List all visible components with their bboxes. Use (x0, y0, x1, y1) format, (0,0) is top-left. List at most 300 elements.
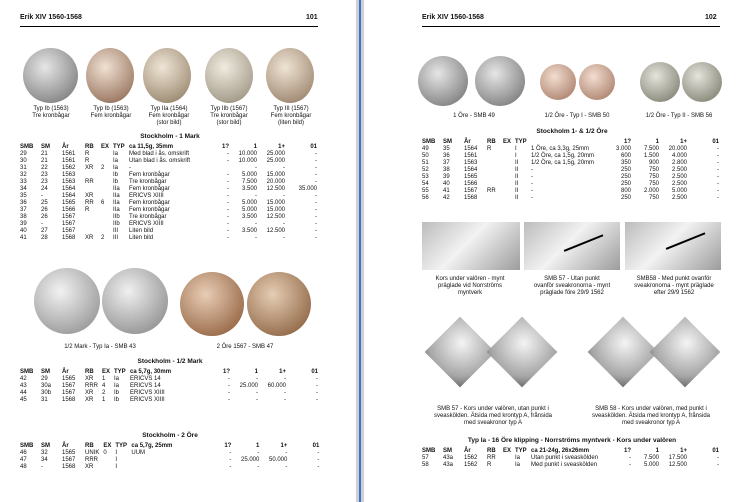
table-cell: 32 (41, 450, 48, 456)
table-cell: ERICVS XIIII (130, 390, 165, 396)
table-cell: RR (487, 188, 496, 194)
table-cell: III (113, 228, 119, 234)
table-cell: 1.500 (644, 153, 660, 159)
table-cell: - (229, 450, 232, 456)
coin-image-1mark-ib-tre (23, 48, 78, 103)
table-cell: ERICVS XIIII (129, 193, 164, 199)
table-cell: 48 (20, 464, 27, 470)
table-row (420, 146, 721, 153)
table-cell: - (227, 228, 230, 234)
column-header: SM (443, 139, 452, 145)
table-cell: XR (85, 397, 94, 403)
table-cell (83, 228, 99, 235)
table-cell: XR (85, 235, 94, 241)
column-header: ca 5,7g, 25mm (131, 443, 173, 449)
table-cell: 7.500 (242, 179, 258, 185)
column-header: SMB (20, 443, 34, 449)
table-cell: 250 (621, 167, 632, 173)
table-cell (99, 172, 111, 179)
table-cell: I (515, 146, 517, 152)
table-cell: 3.500 (242, 186, 258, 192)
column-header: 1+ (680, 139, 688, 145)
caption-coin-4: Typ IIb (1567) Tre kronbågar (stor bild) (210, 106, 248, 126)
table-header-row (420, 448, 721, 455)
table-cell: - (317, 450, 320, 456)
table-cell: - (315, 214, 318, 220)
table-cell: - (41, 193, 43, 199)
table-cell: RRR (85, 457, 98, 463)
caption-klipping-smb58: SMB 58 - Kors under valören, med punkt i sveaskölden. Ätsida med krontyp A, frånsida med sveakronor typ A (591, 406, 711, 426)
table-cell: - (284, 397, 287, 403)
table-cell: - (284, 376, 287, 382)
table-cell: XR (85, 193, 94, 199)
table-cell: 10.000 (238, 158, 258, 164)
column-header: ca 5,7g, 30mm (130, 369, 172, 375)
table-cell: 0 (103, 450, 107, 456)
table-cell: - (229, 464, 232, 470)
table-cell: Med punkt i sveaskölden (531, 462, 598, 468)
table-cell: 25.000 (239, 383, 259, 389)
table-cell: 1567 (62, 214, 76, 220)
table-cell: - (315, 158, 318, 164)
table-cell: - (315, 165, 318, 171)
table-cell: 1563 (62, 172, 76, 178)
table-cell: 1 (102, 376, 106, 382)
table-row (18, 193, 319, 200)
table-half-mark (18, 369, 320, 404)
table-cell: 45 (20, 397, 27, 403)
table-cell: 20.000 (668, 146, 688, 152)
table-cell: UUM (131, 450, 146, 456)
table-cell: - (227, 172, 230, 178)
table-cell: - (227, 186, 230, 192)
table-cell: 34 (41, 457, 48, 463)
table-cell (83, 214, 99, 221)
table-cell: 2 (101, 165, 105, 171)
table-cell: I (115, 450, 118, 456)
table-cell: - (315, 151, 318, 157)
coin-image-half-ore-i-obverse (540, 64, 576, 100)
table-cell: 57 (422, 455, 429, 461)
table-cell: 43a (443, 455, 454, 461)
table-cell: IIa (113, 207, 120, 213)
table-row (18, 450, 321, 457)
table-cell: 2.500 (672, 181, 688, 187)
table-cell: II (515, 174, 519, 180)
table-cell: 3.000 (616, 146, 632, 152)
table-cell: 50 (422, 153, 429, 159)
caption-smb58-detail: SMB58 - Med punkt ovanför sveakronorna - mynt präglade efter 29/9 1562 (634, 276, 714, 296)
column-header: 1 (256, 443, 260, 449)
column-header: TYP (113, 144, 125, 150)
column-header: 1 (253, 144, 258, 150)
table-cell (99, 193, 111, 200)
table-cell: IIa (113, 186, 120, 192)
table-cell: - (316, 376, 319, 382)
table-cell: 40 (20, 228, 27, 234)
column-header: ca 11,5g, 35mm (129, 144, 174, 150)
table-cell: - (255, 193, 258, 199)
table-cell: 20.000 (266, 179, 286, 185)
table-cell: - (227, 214, 230, 220)
caption-half-ore-i: 1/2 Öre - Typ I - SMB 50 (544, 113, 610, 119)
table-cell: - (717, 188, 720, 194)
table-cell (99, 228, 111, 235)
table-cell: R (85, 151, 90, 157)
table-cell: - (315, 200, 318, 206)
table-cell: RR (85, 179, 94, 185)
right-header-title: Erik XIV 1560-1568 (422, 14, 484, 21)
column-header: 01 (310, 144, 318, 150)
table-cell: 1567 (62, 221, 76, 227)
klipping-image-smb58-obverse (588, 317, 659, 388)
klipping-image-smb57-reverse (487, 317, 558, 388)
table-cell: 38 (443, 167, 450, 173)
table-cell (501, 455, 513, 462)
column-header: SMB (422, 448, 436, 454)
table-cell: 750 (649, 167, 660, 173)
table-cell: 24 (41, 186, 48, 192)
column-header: 1? (224, 443, 232, 449)
table-row (420, 160, 721, 167)
table-cell: RR (487, 455, 496, 461)
section-title-half-mark: Stockholm - 1/2 Mark (137, 358, 203, 365)
table-cell: 750 (649, 174, 660, 180)
table-cell: - (531, 174, 534, 180)
table-cell: 54 (422, 181, 429, 187)
table-cell: 1565 (62, 376, 76, 382)
table-cell: 40 (443, 181, 450, 187)
table-cell: 5.000 (242, 207, 258, 213)
table-cell: 43 (20, 383, 27, 389)
table-cell: UNIK (85, 450, 100, 456)
table-row (18, 172, 319, 179)
column-header: SM (41, 369, 50, 375)
table-cell: II (515, 181, 519, 187)
table-cell (99, 207, 111, 214)
table-cell: RR (85, 200, 94, 206)
table-cell: 26 (41, 207, 48, 213)
table-cell: - (717, 167, 720, 173)
table-cell: 1/2 Öre, ca 1,5g, 20mm (531, 160, 595, 166)
table-cell: - (531, 188, 534, 194)
table-cell: 37 (443, 160, 450, 166)
table-cell: - (317, 457, 320, 463)
table-cell: - (228, 397, 231, 403)
coin-image-1mark-ib-fem (86, 48, 134, 103)
table-row (18, 151, 319, 158)
table-row (18, 397, 320, 404)
table-cell: R (85, 158, 90, 164)
table-cell: 250 (621, 195, 632, 201)
table-cell: 52 (422, 167, 429, 173)
table-cell: 39 (443, 174, 450, 180)
table-row (18, 207, 319, 214)
column-header: 1+ (680, 448, 688, 454)
column-header: 1+ (279, 369, 287, 375)
table-1-half-ore (420, 139, 721, 202)
table-cell: 36 (443, 153, 450, 159)
table-cell (83, 221, 99, 228)
page-spread-divider (356, 0, 364, 502)
column-header: RB (85, 144, 94, 150)
table-cell: 2 (101, 235, 105, 241)
table-cell: 1/2 Öre, ca 1,5g, 20mm (531, 153, 595, 159)
table-cell (99, 179, 111, 186)
table-cell: II (515, 195, 519, 201)
table-cell: 1564 (464, 167, 478, 173)
table-cell: 23 (41, 172, 48, 178)
table-cell: R (487, 146, 492, 152)
column-header: 1 (254, 369, 259, 375)
table-cell (83, 186, 99, 193)
table-cell: Ia (113, 158, 119, 164)
table-row (420, 462, 721, 469)
table-cell: XR (85, 464, 94, 470)
table-cell: 35 (443, 146, 450, 152)
table-cell (129, 457, 207, 464)
table-cell: - (283, 165, 286, 171)
table-klipping (420, 448, 721, 469)
table-cell: - (227, 158, 230, 164)
column-header: 1+ (278, 144, 286, 150)
table-cell: - (717, 181, 720, 187)
table-row (18, 221, 319, 228)
table-cell: - (717, 462, 720, 468)
table-cell: 15.000 (266, 172, 286, 178)
table-cell: IIb (113, 221, 120, 227)
table-cell: - (283, 235, 286, 241)
table-cell: Tre kronbågar (129, 214, 167, 220)
column-header: EX (503, 139, 512, 145)
table-cell (501, 462, 513, 469)
table-cell: - (228, 376, 231, 382)
table-cell (485, 160, 501, 167)
table-cell (205, 165, 231, 172)
table-cell: 25.000 (266, 151, 286, 157)
coin-image-2ore-obverse (180, 272, 244, 336)
table-row (420, 174, 721, 181)
table-cell: Med blad i ås. omskrift (129, 151, 190, 157)
table-cell: 1561 (464, 153, 478, 159)
right-page-number: 102 (705, 14, 717, 21)
table-cell: Liten bild (129, 228, 154, 234)
table-cell: 1567 (62, 383, 76, 389)
column-header: TYP (515, 448, 527, 454)
table-cell: 12.500 (266, 186, 286, 192)
table-cell: 2.800 (672, 160, 688, 166)
table-cell: 58 (422, 462, 429, 468)
table-cell: - (256, 397, 259, 403)
table-cell: 1567 (62, 228, 76, 234)
table-cell (99, 151, 111, 158)
coin-image-1ore-obverse (418, 56, 468, 106)
coin-image-half-mark-obverse (34, 268, 100, 334)
table-cell: Ib (114, 390, 120, 396)
table-cell: 53 (422, 174, 429, 180)
table-cell: 3.500 (242, 214, 258, 220)
table-cell: 4.000 (672, 153, 688, 159)
table-cell: I (515, 153, 517, 159)
table-cell: 2.000 (644, 188, 660, 194)
table-cell: - (316, 390, 319, 396)
table-cell: 12.500 (668, 462, 688, 468)
caption-coin-5: Typ III (1567) Fem kronbågar (liten bild) (270, 106, 312, 126)
table-cell: III (113, 235, 119, 241)
table-cell: - (257, 450, 260, 456)
table-cell: 42 (443, 195, 450, 201)
table-cell: - (315, 193, 318, 199)
table-row (420, 153, 721, 160)
table-cell: IIa (113, 193, 120, 199)
table-cell: Fem kronbågar (129, 200, 170, 206)
table-cell: 1563 (464, 160, 478, 166)
table-cell: 5.000 (242, 200, 258, 206)
table-cell: - (531, 181, 534, 187)
klipping-image-smb58-reverse (650, 317, 721, 388)
table-cell: 7.500 (644, 455, 660, 461)
table-cell: 1567 (62, 390, 76, 396)
table-cell: 2.500 (672, 195, 688, 201)
table-cell: 1564 (62, 193, 76, 199)
table-cell: 1562 (464, 455, 478, 461)
table-cell: - (255, 221, 258, 227)
table-cell (99, 221, 111, 228)
table-cell: - (129, 165, 132, 171)
table-cell (101, 457, 113, 464)
table-cell (501, 174, 513, 181)
table-cell: 750 (649, 195, 660, 201)
table-cell: 1568 (62, 397, 76, 403)
table-cell (485, 181, 501, 188)
column-header: År (62, 144, 69, 150)
column-header: SMB (422, 139, 436, 145)
table-cell: - (629, 455, 632, 461)
table-cell: - (284, 390, 287, 396)
column-header: 1 (655, 448, 660, 454)
table-cell: - (629, 462, 632, 468)
table-cell: 41 (443, 188, 450, 194)
table-cell (129, 464, 207, 471)
coin-image-1mark-iib (205, 48, 253, 103)
table-cell (485, 195, 501, 202)
table-cell: - (255, 235, 258, 241)
table-cell: Fem kronbågar (129, 186, 170, 192)
column-header: År (464, 139, 471, 145)
table-cell: - (256, 390, 259, 396)
table-cell: ERICVS XIIII (130, 397, 165, 403)
table-cell: 42 (20, 376, 27, 382)
table-cell: 5.000 (242, 172, 258, 178)
table-1-mark (18, 144, 319, 242)
column-header: ca 21-24g, 26x26mm (531, 448, 590, 454)
table-cell: 600 (621, 153, 632, 159)
table-cell: - (531, 195, 534, 201)
table-cell: ERICVS 14 (130, 383, 161, 389)
table-header-row (420, 139, 721, 146)
table-row (18, 390, 320, 397)
section-title-1-half-ore: Stockholm 1- & 1/2 Öre (536, 128, 608, 135)
table-row (18, 158, 319, 165)
table-cell: Utan punkt i sveaskölden (531, 455, 599, 461)
right-page (364, 0, 750, 502)
column-header: SM (443, 448, 452, 454)
coin-image-half-ore-ii-obverse (640, 62, 680, 102)
caption-coin-3: Typ IIa (1564) Fem kronbågar (stor bild) (148, 106, 190, 126)
table-row (18, 228, 319, 235)
table-row (420, 181, 721, 188)
column-header: EX (102, 369, 111, 375)
column-header: 1 (655, 139, 660, 145)
table-cell: 1567 (62, 457, 76, 463)
table-cell (485, 153, 501, 160)
table-row (420, 455, 721, 462)
caption-kors: Kors under valören - mynt präglade vid Norrströms myntverk (435, 276, 505, 296)
caption-1-ore: 1 Öre - SMB 49 (453, 113, 495, 119)
caption-klipping-smb57: SMB 57 - Kors under valören, utan punkt i sveaskölden. Ätsida med krontyp A, frånsida med sveakronor typ A (433, 406, 553, 426)
table-cell: - (41, 464, 43, 470)
column-header: 1+ (280, 443, 288, 449)
column-header: TYP (114, 369, 126, 375)
column-header: År (62, 443, 69, 449)
table-row (420, 195, 721, 202)
column-header: EX (503, 448, 512, 454)
table-cell (83, 172, 99, 179)
table-cell: Utan blad i ås. omskrift (129, 158, 191, 164)
coin-image-half-mark-reverse (102, 268, 168, 334)
table-cell (99, 186, 111, 193)
table-cell: 30b (41, 390, 52, 396)
table-cell: 33 (20, 179, 27, 185)
table-cell: Ib (113, 179, 119, 185)
left-page-number: 101 (306, 14, 318, 21)
table-cell: Ia (113, 165, 119, 171)
column-header: SM (41, 144, 50, 150)
table-row (18, 214, 319, 221)
table-cell: R (487, 462, 492, 468)
coin-image-1mark-iia (143, 48, 191, 103)
table-cell: 12.500 (266, 214, 286, 220)
column-header: RB (85, 443, 94, 449)
table-cell: 38 (20, 214, 27, 220)
table-cell: IIb (113, 214, 120, 220)
table-header-row (18, 369, 320, 376)
column-header: 1? (223, 369, 231, 375)
table-cell: 25 (41, 200, 48, 206)
table-cell: Tre kronbågar (129, 179, 167, 185)
table-cell: 28 (41, 235, 48, 241)
table-cell: 6 (101, 200, 105, 206)
table-cell: Ia (114, 376, 120, 382)
column-header: 01 (311, 369, 319, 375)
table-row (18, 235, 319, 242)
column-header: År (62, 369, 69, 375)
table-cell (101, 464, 113, 471)
table-cell: - (227, 179, 230, 185)
table-cell: - (315, 221, 318, 227)
table-cell: 25.000 (266, 158, 286, 164)
table-cell: 29 (41, 376, 48, 382)
column-header: RB (487, 139, 496, 145)
table-cell: - (717, 174, 720, 180)
table-cell: 1561 (62, 151, 76, 157)
table-row (18, 186, 319, 193)
table-cell: 36 (20, 200, 27, 206)
table-row (18, 376, 320, 383)
column-header: RB (85, 369, 94, 375)
table-cell: II (515, 188, 519, 194)
table-cell: 1568 (62, 235, 76, 241)
